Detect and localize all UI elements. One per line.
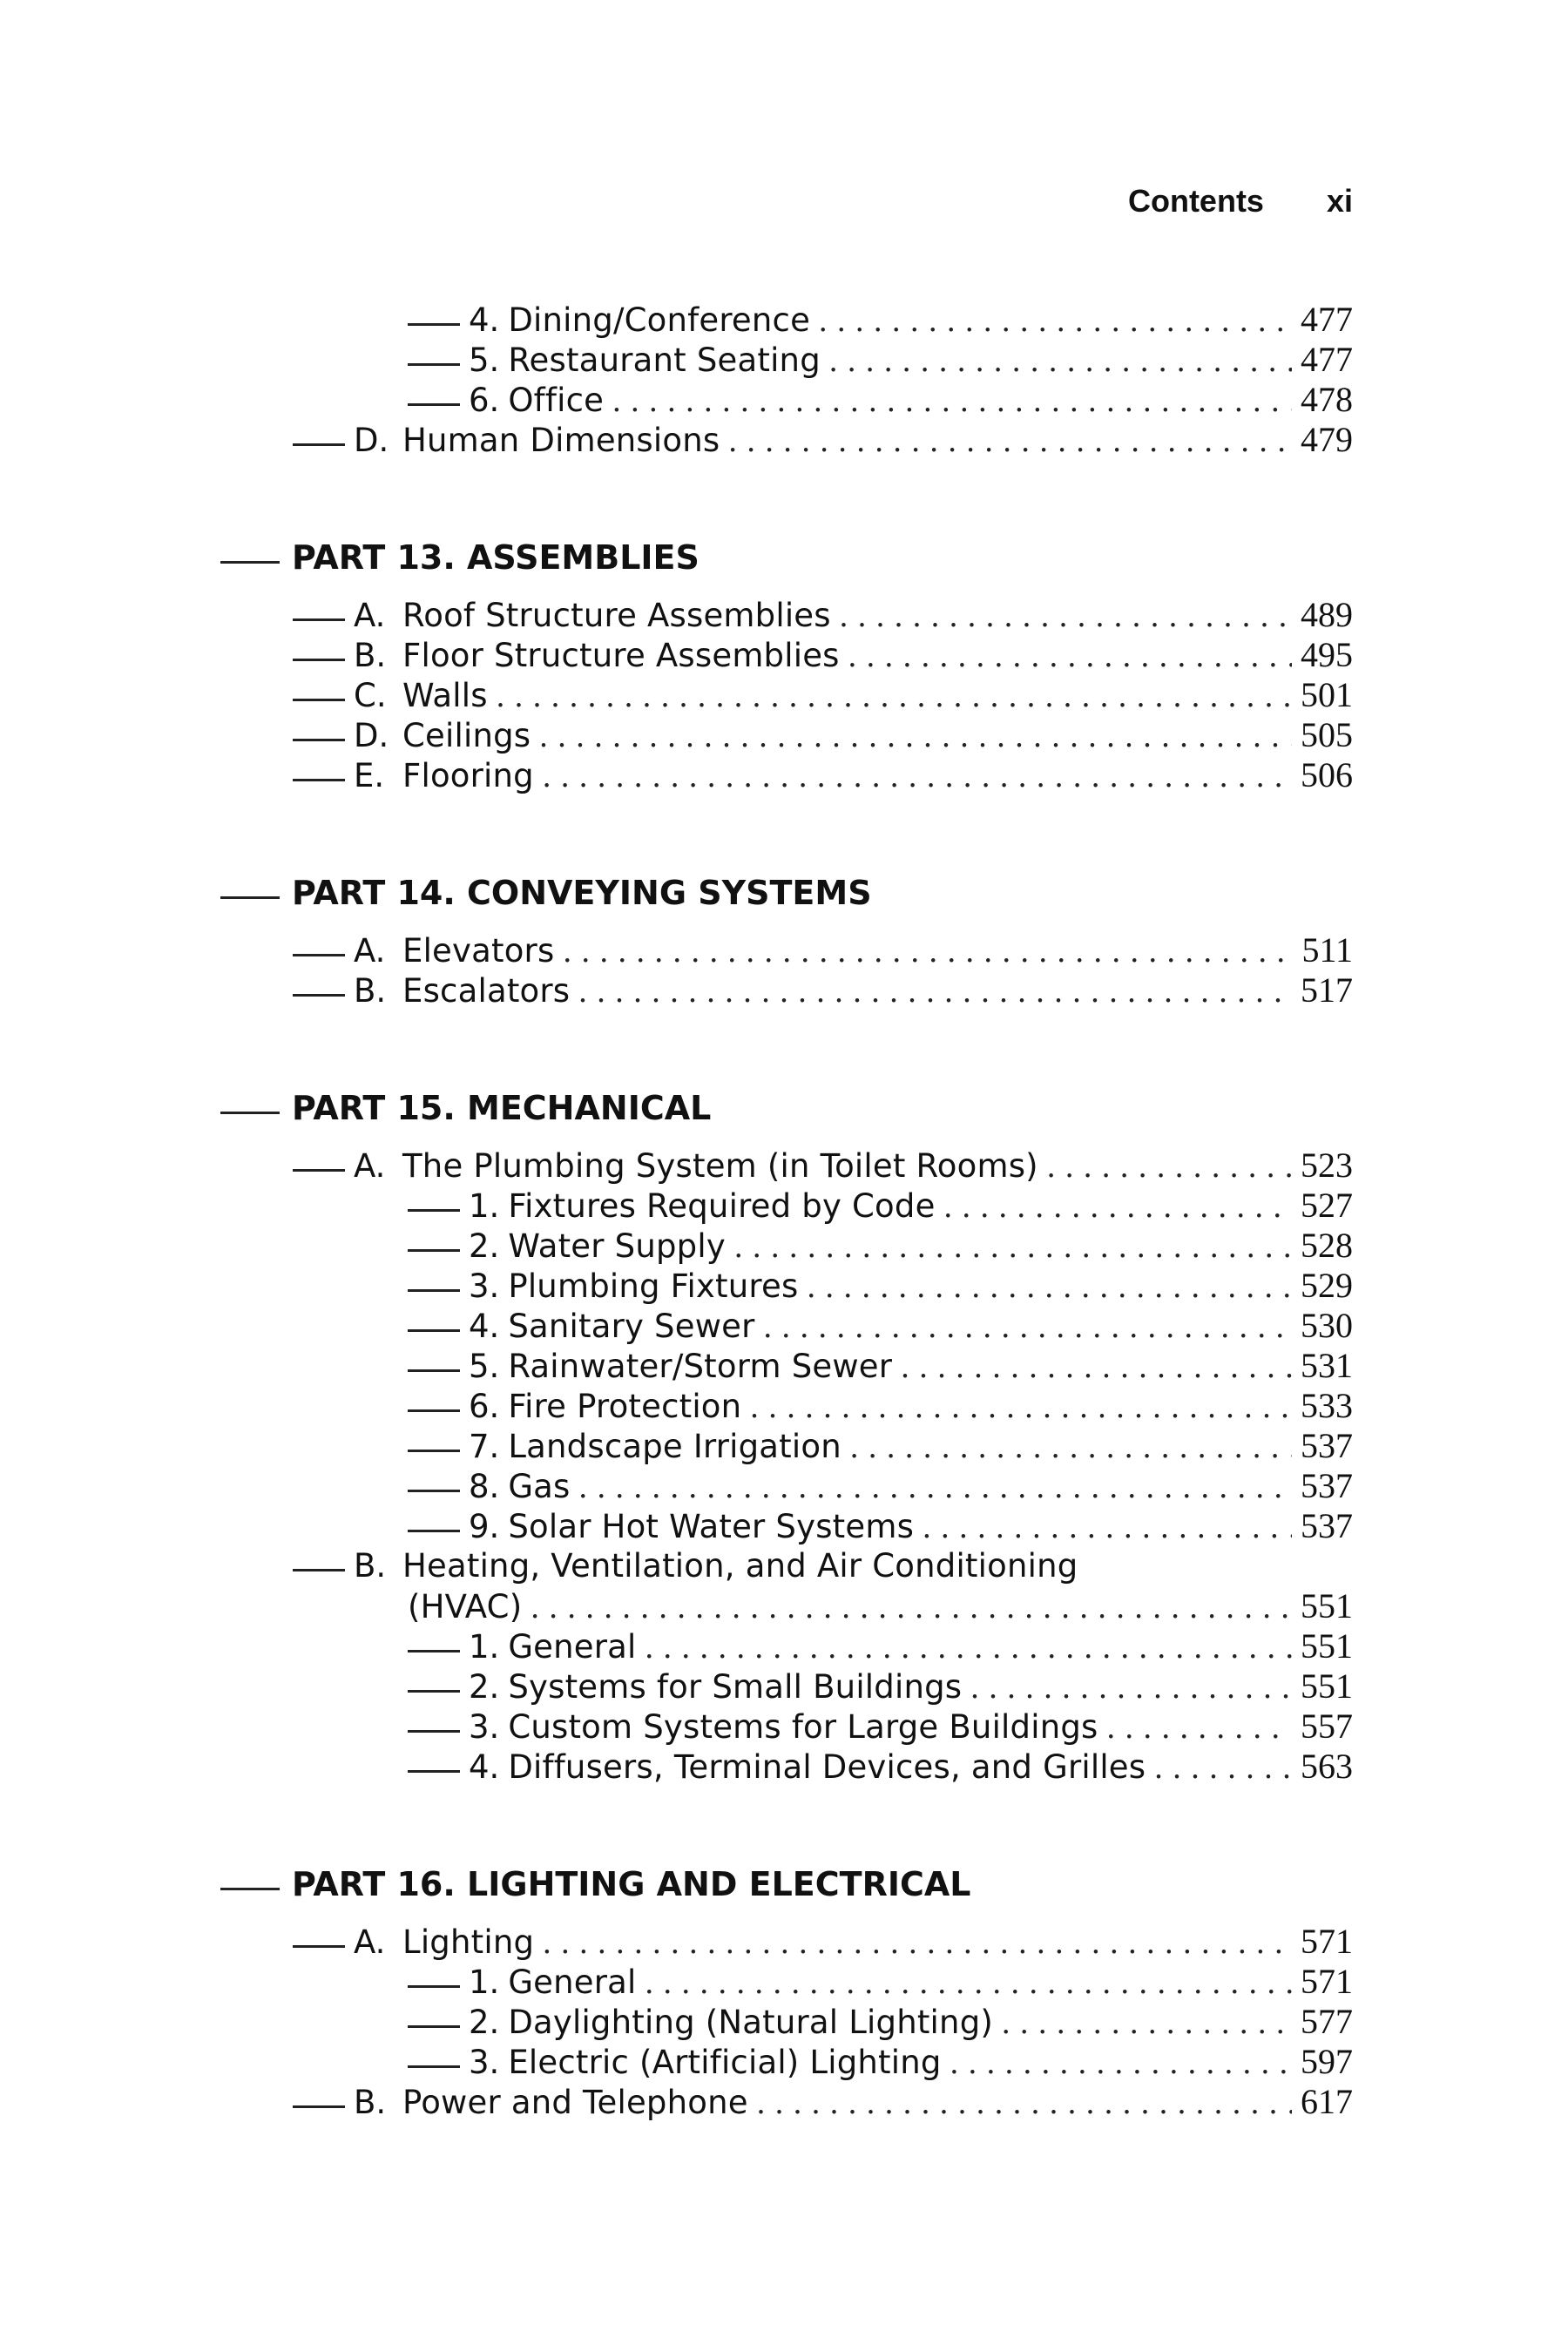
toc-subentry xyxy=(408,1506,1353,1546)
entry-label: Walls xyxy=(402,677,488,714)
checkbox-blank xyxy=(220,1112,280,1114)
entry-label: Electric (Artificial) Lighting xyxy=(508,2044,942,2081)
dot-leader xyxy=(829,341,1292,381)
entry-letter: B. xyxy=(354,1547,387,1585)
dot-leader xyxy=(757,2083,1292,2123)
entry-page-number: 551 xyxy=(1301,1666,1353,1706)
entry-letter: B. xyxy=(354,972,387,1010)
entry-page-number: 617 xyxy=(1301,2082,1353,2121)
toc-subentry xyxy=(408,1747,1353,1787)
toc-entry xyxy=(293,675,1353,715)
checkbox-blank xyxy=(408,1985,460,1988)
entry-label: Flooring xyxy=(402,757,534,794)
entry-number: 5. xyxy=(469,1348,500,1385)
entry-number: 1. xyxy=(469,1628,500,1666)
part-title: PART 14. CONVEYING SYSTEMS xyxy=(292,874,872,912)
entry-number: 6. xyxy=(469,382,500,419)
dot-leader xyxy=(578,971,1292,1011)
toc-subentry xyxy=(408,380,1353,420)
dot-leader xyxy=(970,1667,1292,1707)
dot-leader xyxy=(497,676,1292,716)
toc-entry xyxy=(293,970,1353,1010)
entry-number: 3. xyxy=(469,2044,500,2081)
entry-letter: A. xyxy=(354,1147,386,1185)
dot-leader xyxy=(750,1387,1292,1427)
part-title: PART 15. MECHANICAL xyxy=(292,1089,712,1127)
entry-label: The Plumbing System (in Toilet Rooms) xyxy=(402,1147,1038,1185)
checkbox-blank xyxy=(293,2105,345,2108)
toc-subentry xyxy=(408,1386,1353,1426)
dot-leader xyxy=(819,301,1292,341)
entry-page-number: 531 xyxy=(1301,1346,1353,1385)
entry-number: 3. xyxy=(469,1267,500,1305)
entry-page-number: 501 xyxy=(1301,675,1353,714)
checkbox-blank xyxy=(220,561,280,564)
entry-page-number: 571 xyxy=(1301,1962,1353,2001)
entry-page-number: 551 xyxy=(1301,1586,1353,1625)
entry-label: Custom Systems for Large Buildings xyxy=(508,1708,1098,1746)
part-heading xyxy=(220,874,872,917)
entry-page-number: 597 xyxy=(1301,2042,1353,2081)
entry-label: General xyxy=(508,1963,637,2001)
entry-label: (HVAC) xyxy=(408,1588,523,1625)
toc-subentry xyxy=(408,340,1353,380)
checkbox-blank xyxy=(293,1169,345,1172)
entry-number: 6. xyxy=(469,1388,500,1425)
checkbox-blank xyxy=(408,1369,460,1372)
entry-page-number: 506 xyxy=(1301,755,1353,794)
entry-label: Escalators xyxy=(402,972,571,1010)
toc-entry xyxy=(293,755,1353,795)
dot-leader xyxy=(734,1227,1292,1267)
entry-label: Restaurant Seating xyxy=(508,341,821,379)
dot-leader xyxy=(1154,1747,1292,1788)
dot-leader xyxy=(645,1963,1292,2003)
entry-page-number: 529 xyxy=(1301,1266,1353,1305)
entry-page-number: 537 xyxy=(1301,1466,1353,1505)
toc-subentry xyxy=(408,2002,1353,2042)
entry-label: Daylighting (Natural Lighting) xyxy=(508,2004,994,2041)
entry-page-number: 533 xyxy=(1301,1386,1353,1425)
checkbox-blank xyxy=(408,1289,460,1292)
dot-leader xyxy=(901,1347,1292,1387)
checkbox-blank xyxy=(293,779,345,781)
checkbox-blank xyxy=(408,1249,460,1252)
entry-label: Human Dimensions xyxy=(402,422,720,459)
dot-leader xyxy=(764,1307,1292,1347)
toc-subentry xyxy=(408,2042,1353,2082)
entry-number: 7. xyxy=(469,1428,500,1465)
entry-letter: A. xyxy=(354,1923,386,1961)
entry-number: 9. xyxy=(469,1508,500,1545)
checkbox-blank xyxy=(408,323,460,326)
entry-label: Roof Structure Assemblies xyxy=(402,597,831,634)
toc-entry xyxy=(293,1146,1353,1186)
checkbox-blank xyxy=(293,618,345,621)
entry-label: Plumbing Fixtures xyxy=(508,1267,799,1305)
entry-page-number: 557 xyxy=(1301,1707,1353,1746)
entry-letter: D. xyxy=(354,717,389,754)
dot-leader xyxy=(531,1587,1292,1627)
entry-label: Dining/Conference xyxy=(508,301,811,339)
toc-subentry xyxy=(408,1707,1353,1747)
dot-leader xyxy=(1047,1146,1292,1186)
entry-number: 4. xyxy=(469,1748,500,1786)
toc-subentry xyxy=(408,1666,1353,1707)
entry-page-number: 551 xyxy=(1301,1626,1353,1666)
checkbox-blank xyxy=(293,1945,345,1948)
entry-page-number: 527 xyxy=(1301,1186,1353,1225)
checkbox-blank xyxy=(220,896,280,899)
toc-entry xyxy=(293,1922,1353,1962)
entry-number: 5. xyxy=(469,341,500,379)
entry-label: Elevators xyxy=(402,932,555,970)
checkbox-blank xyxy=(408,1530,460,1532)
entry-label: Gas xyxy=(508,1468,571,1505)
entry-letter: A. xyxy=(354,597,386,634)
part-heading xyxy=(220,1865,970,1909)
entry-page-number: 517 xyxy=(1301,970,1353,1010)
entry-page-number: 479 xyxy=(1301,420,1353,459)
entry-number: 8. xyxy=(469,1468,500,1505)
toc-subentry xyxy=(408,1306,1353,1346)
entry-number: 1. xyxy=(469,1187,500,1225)
entry-page-number: 505 xyxy=(1301,715,1353,754)
toc-entry xyxy=(293,930,1353,970)
entry-page-number: 477 xyxy=(1301,300,1353,339)
toc-subentry xyxy=(408,1626,1353,1666)
entry-number: 2. xyxy=(469,1227,500,1265)
entry-letter: C. xyxy=(354,677,387,714)
toc-subentry xyxy=(408,300,1353,340)
checkbox-blank xyxy=(293,1569,345,1571)
dot-leader xyxy=(840,596,1292,636)
dot-leader xyxy=(612,381,1292,421)
toc-entry xyxy=(293,595,1353,635)
checkbox-blank xyxy=(293,994,345,997)
dot-leader xyxy=(543,756,1292,796)
toc-subentry xyxy=(408,1962,1353,2002)
part-heading xyxy=(220,538,700,582)
entry-number: 3. xyxy=(469,1708,500,1746)
checkbox-blank xyxy=(408,2025,460,2028)
dot-leader xyxy=(645,1627,1292,1667)
entry-label: Ceilings xyxy=(402,717,531,754)
entry-page-number: 577 xyxy=(1301,2002,1353,2041)
entry-letter: D. xyxy=(354,422,389,459)
toc-subentry xyxy=(408,1266,1353,1306)
entry-number: 1. xyxy=(469,1963,500,2001)
dot-leader xyxy=(850,1427,1292,1467)
entry-label: Heating, Ventilation, and Air Conditioning xyxy=(402,1547,1078,1585)
toc-subentry xyxy=(408,1226,1353,1266)
checkbox-blank xyxy=(408,403,460,406)
entry-page-number: 495 xyxy=(1301,635,1353,674)
entry-label: Fire Protection xyxy=(508,1388,742,1425)
entry-page-number: 511 xyxy=(1301,930,1353,970)
toc-entry xyxy=(293,635,1353,675)
entry-label: Office xyxy=(508,382,605,419)
checkbox-blank xyxy=(408,1450,460,1452)
entry-label: Power and Telephone xyxy=(402,2084,748,2121)
entry-page-number: 537 xyxy=(1301,1506,1353,1545)
entry-page-number: 563 xyxy=(1301,1747,1353,1786)
part-title: PART 13. ASSEMBLIES xyxy=(292,538,700,577)
entry-page-number: 477 xyxy=(1301,340,1353,379)
part-heading xyxy=(220,1089,711,1132)
checkbox-blank xyxy=(293,699,345,701)
entry-page-number: 478 xyxy=(1301,380,1353,419)
checkbox-blank xyxy=(293,443,345,446)
entry-page-number: 571 xyxy=(1301,1922,1353,1961)
toc-subentry xyxy=(408,1186,1353,1226)
entry-page-number: 537 xyxy=(1301,1426,1353,1465)
entry-label: Sanitary Sewer xyxy=(508,1308,755,1345)
toc-entry xyxy=(293,420,1353,460)
toc-entry xyxy=(293,715,1353,755)
checkbox-blank xyxy=(408,2065,460,2068)
dot-leader xyxy=(944,1186,1292,1227)
page-number: xi xyxy=(1326,183,1353,219)
entry-label: Rainwater/Storm Sewer xyxy=(508,1348,893,1385)
checkbox-blank xyxy=(408,1650,460,1652)
entry-letter: B. xyxy=(354,637,387,674)
dot-leader xyxy=(807,1267,1292,1307)
dot-leader xyxy=(579,1467,1292,1507)
entry-number: 2. xyxy=(469,1668,500,1706)
checkbox-blank xyxy=(408,1490,460,1492)
checkbox-blank xyxy=(408,1209,460,1212)
entry-label: Fixtures Required by Code xyxy=(508,1187,936,1225)
checkbox-blank xyxy=(408,363,460,366)
dot-leader xyxy=(563,931,1293,971)
checkbox-blank xyxy=(293,659,345,661)
dot-leader xyxy=(539,716,1292,756)
entry-page-number: 489 xyxy=(1301,595,1353,634)
entry-label: Lighting xyxy=(402,1923,535,1961)
toc-entry xyxy=(293,1546,1353,1586)
running-head-title: Contents xyxy=(1127,183,1264,219)
checkbox-blank xyxy=(408,1690,460,1693)
entry-label: Water Supply xyxy=(508,1227,726,1265)
toc-subentry xyxy=(408,1466,1353,1506)
dot-leader xyxy=(543,1923,1292,1963)
checkbox-blank xyxy=(293,739,345,741)
entry-label: General xyxy=(508,1628,637,1666)
dot-leader xyxy=(1002,2003,1292,2043)
part-title: PART 16. LIGHTING AND ELECTRICAL xyxy=(292,1865,971,1903)
entry-number: 4. xyxy=(469,301,500,339)
entry-letter: E. xyxy=(354,757,385,794)
toc-subentry xyxy=(408,1426,1353,1466)
running-head xyxy=(1128,183,1353,220)
toc-subentry xyxy=(408,1346,1353,1386)
checkbox-blank xyxy=(408,1770,460,1773)
entry-letter: B. xyxy=(354,2084,387,2121)
entry-label: Diffusers, Terminal Devices, and Grilles xyxy=(508,1748,1146,1786)
entry-letter: A. xyxy=(354,932,386,970)
entry-label: Landscape Irrigation xyxy=(508,1428,841,1465)
entry-number: 2. xyxy=(469,2004,500,2041)
dot-leader xyxy=(728,421,1292,461)
entry-label: Floor Structure Assemblies xyxy=(402,637,840,674)
dot-leader xyxy=(1107,1707,1292,1747)
toc-entry-continuation xyxy=(408,1586,1353,1626)
entry-label: Systems for Small Buildings xyxy=(508,1668,963,1706)
entry-page-number: 530 xyxy=(1301,1306,1353,1345)
entry-page-number: 528 xyxy=(1301,1226,1353,1265)
checkbox-blank xyxy=(408,1730,460,1733)
checkbox-blank xyxy=(408,1329,460,1332)
dot-leader xyxy=(950,2043,1292,2083)
dot-leader xyxy=(848,636,1292,676)
entry-number: 4. xyxy=(469,1308,500,1345)
checkbox-blank xyxy=(408,1409,460,1412)
entry-label: Solar Hot Water Systems xyxy=(508,1508,915,1545)
checkbox-blank xyxy=(220,1888,280,1890)
dot-leader xyxy=(923,1507,1292,1547)
checkbox-blank xyxy=(293,954,345,956)
entry-page-number: 523 xyxy=(1301,1146,1353,1185)
toc-entry xyxy=(293,2082,1353,2122)
